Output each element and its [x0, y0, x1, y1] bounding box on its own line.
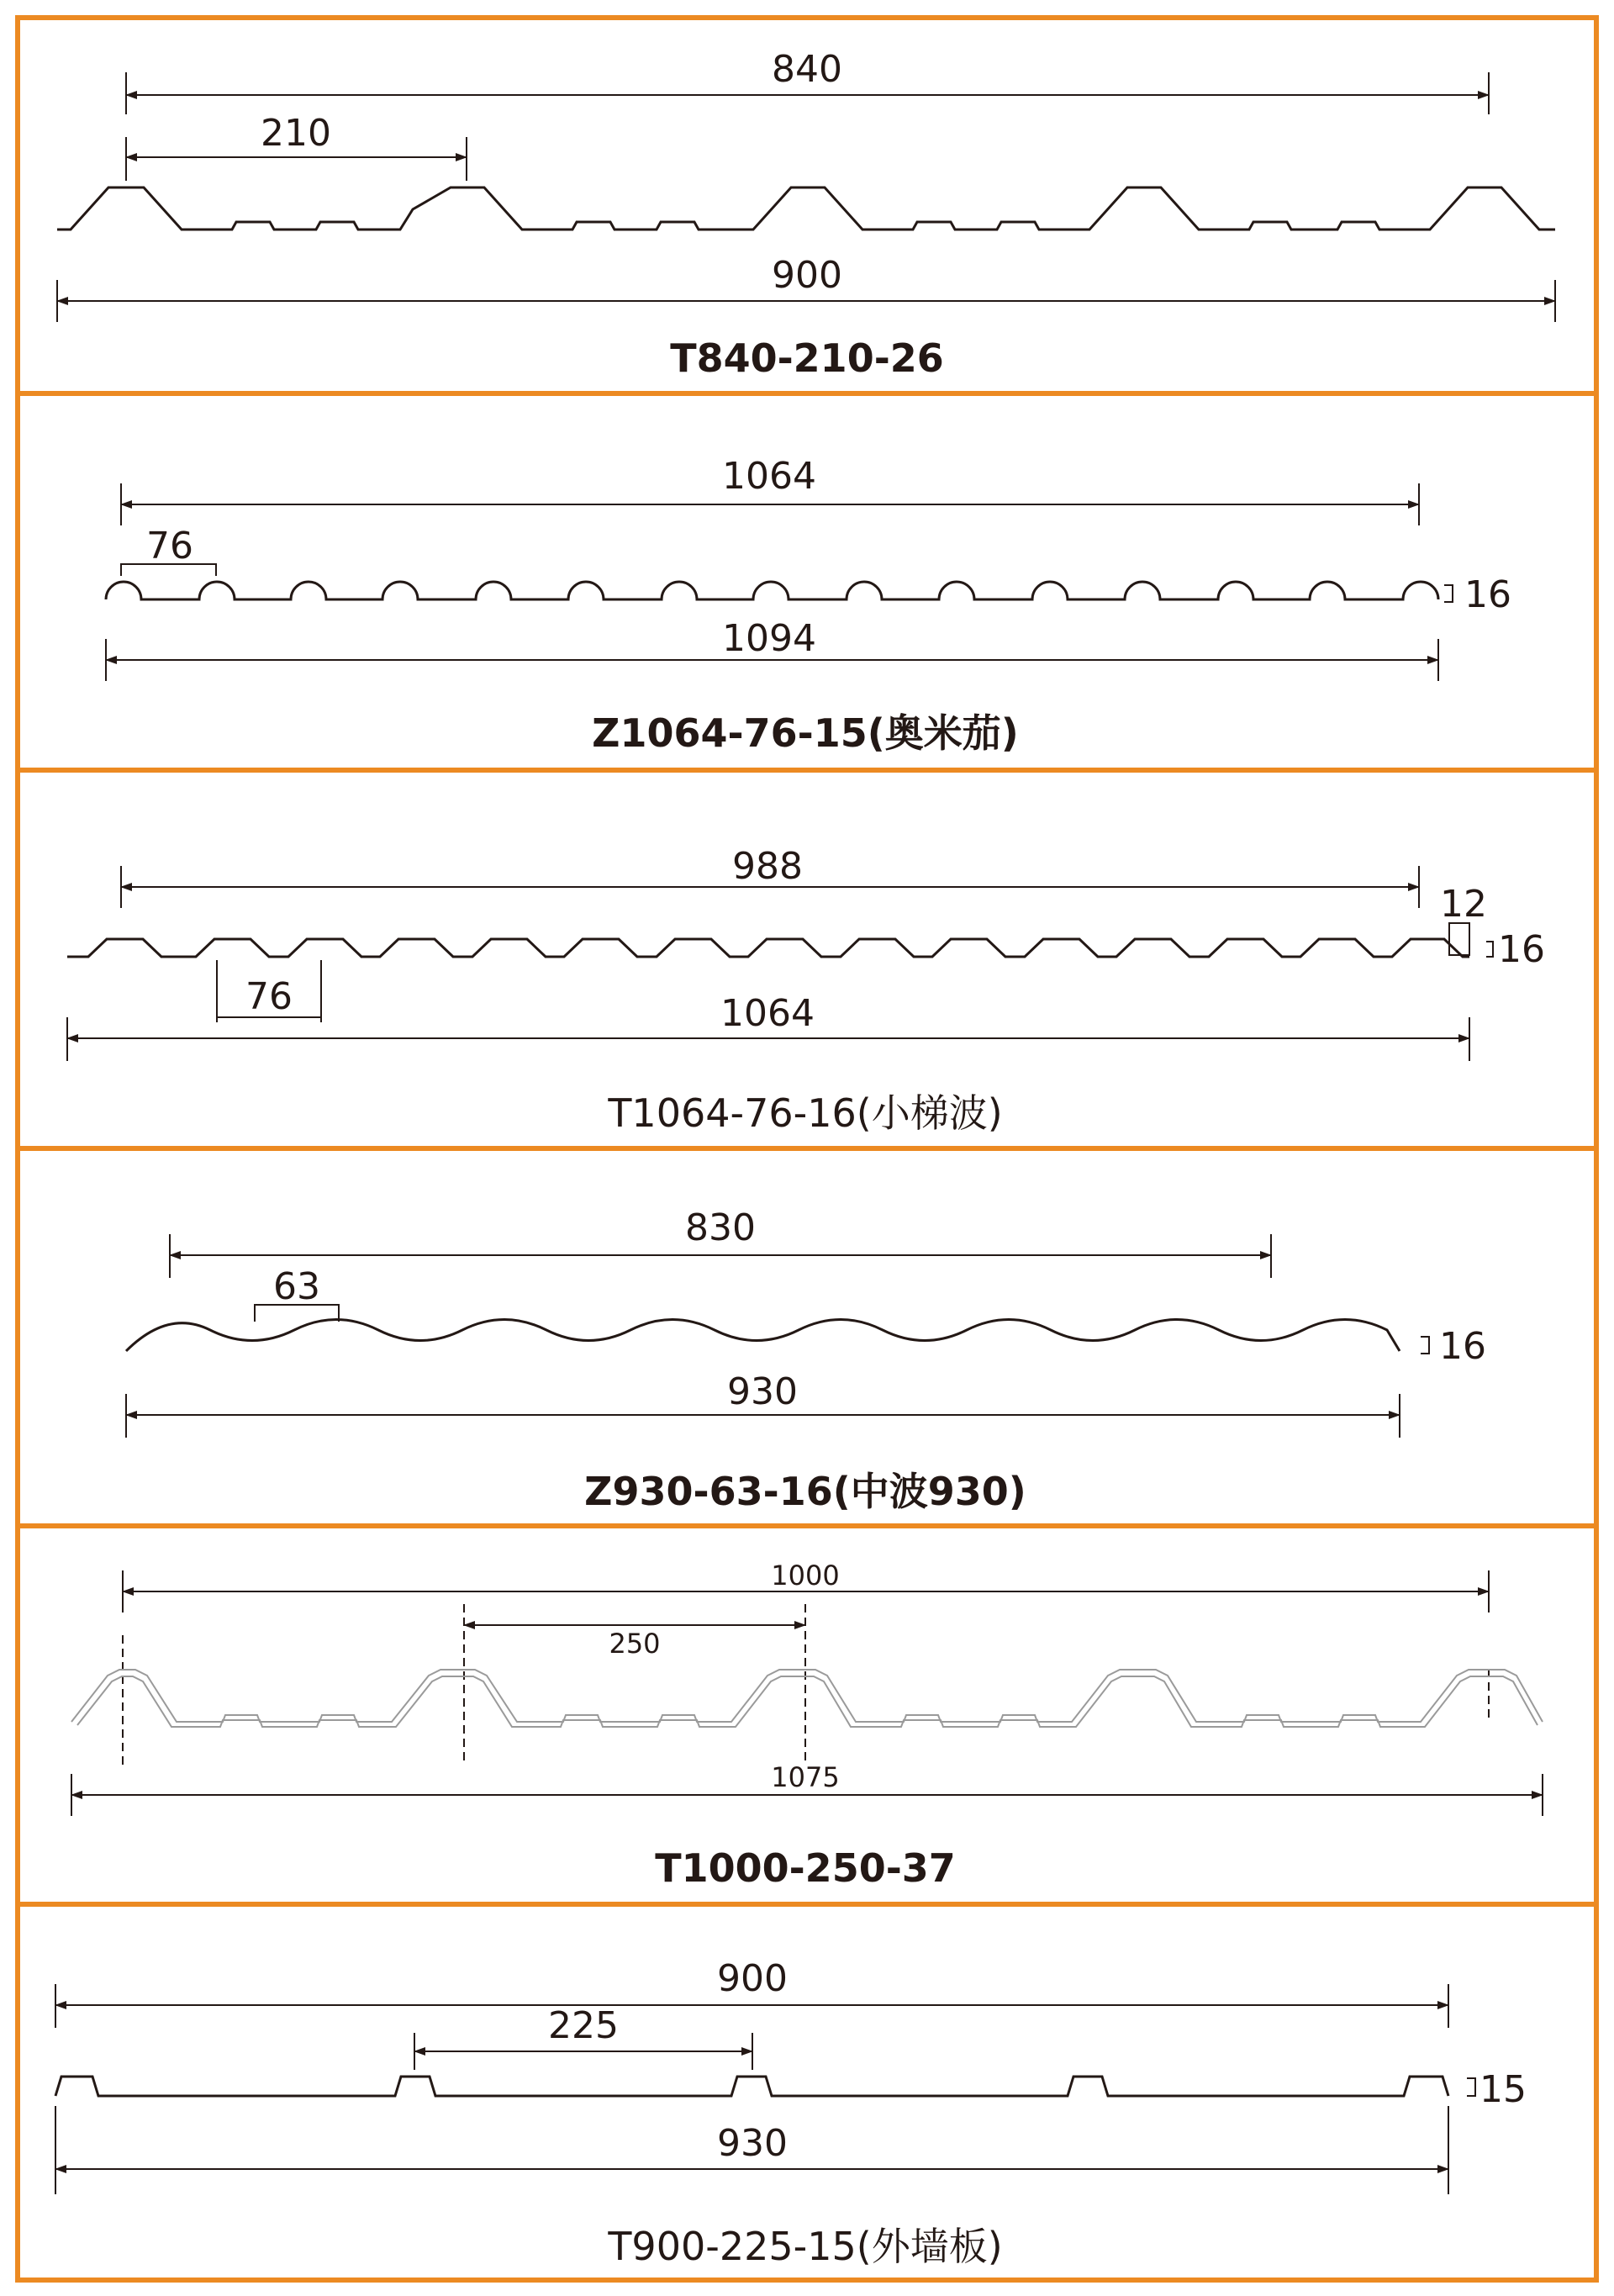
profile-line	[55, 2077, 1448, 2096]
dim-lap	[1440, 883, 1487, 955]
dim-cover-label: 830	[685, 1206, 756, 1249]
dim-total-label: 930	[717, 2122, 788, 2165]
dim-total-label: 1064	[720, 992, 815, 1035]
panel-t900	[18, 1904, 1596, 2280]
dim-cover-label: 1000	[771, 1560, 840, 1591]
dim-cover-label: 900	[717, 1957, 788, 2000]
dim-total	[71, 1761, 1543, 1816]
dim-pitch-label: 76	[146, 525, 193, 567]
panel-z930	[18, 1148, 1596, 1526]
panel-title: T900-225-15(外墙板)	[608, 2224, 1003, 2269]
panel-title: Z1064-76-15(奥米茄)	[592, 710, 1019, 756]
dim-total-label: 900	[772, 254, 842, 297]
dim-pitch	[126, 112, 467, 181]
dim-total-label: 930	[727, 1370, 798, 1413]
panel-t1064	[18, 770, 1596, 1148]
dim-height-label: 15	[1480, 2068, 1527, 2111]
profile-line	[106, 582, 1438, 599]
panel-t840	[18, 18, 1596, 393]
dim-height	[1421, 1325, 1486, 1368]
dim-pitch-label: 250	[609, 1628, 661, 1660]
dim-pitch	[121, 525, 216, 576]
panel-title: Z930-63-16(中波930)	[584, 1469, 1026, 1514]
dim-cover	[170, 1206, 1271, 1278]
dim-lap-label: 12	[1440, 883, 1487, 926]
dim-pitch-label: 63	[273, 1265, 320, 1308]
dim-pitch-label: 225	[548, 2004, 619, 2047]
dim-pitch-label: 76	[245, 975, 293, 1018]
panel-title: T1000-250-37	[655, 1845, 956, 1891]
dim-total	[126, 1370, 1400, 1438]
dim-height-label: 16	[1464, 573, 1511, 616]
profile-line	[67, 939, 1469, 957]
dim-total-label: 1094	[722, 617, 816, 660]
dim-cover	[126, 48, 1489, 114]
dim-height-label: 16	[1439, 1325, 1486, 1368]
dim-pitch	[123, 1604, 1489, 1766]
dim-cover	[121, 455, 1419, 525]
panel-z1064	[18, 393, 1596, 770]
dim-pitch-label: 210	[261, 112, 331, 155]
dim-height	[1444, 573, 1511, 616]
profile-line	[71, 1670, 1543, 1727]
dim-pitch	[217, 960, 321, 1022]
dim-height	[1486, 928, 1545, 971]
panel-title: T840-210-26	[670, 335, 944, 381]
dim-cover-label: 988	[732, 845, 803, 888]
dim-total	[55, 2106, 1448, 2194]
dim-cover	[121, 845, 1419, 908]
dim-pitch	[255, 1265, 339, 1322]
profile-line	[57, 187, 1555, 230]
dim-cover	[55, 1957, 1448, 2028]
profile-line	[126, 1320, 1400, 1352]
dim-height-label: 16	[1498, 928, 1545, 971]
dim-total	[57, 254, 1555, 322]
dim-total-label: 1075	[771, 1761, 840, 1793]
panel-title: T1064-76-16(小梯波)	[608, 1090, 1003, 1136]
dim-total	[106, 617, 1438, 681]
dim-cover-label: 1064	[722, 455, 816, 498]
dim-cover-label: 840	[772, 48, 842, 91]
dim-pitch	[414, 2004, 752, 2070]
dim-height	[1467, 2068, 1527, 2111]
panel-t1000	[18, 1526, 1596, 1904]
